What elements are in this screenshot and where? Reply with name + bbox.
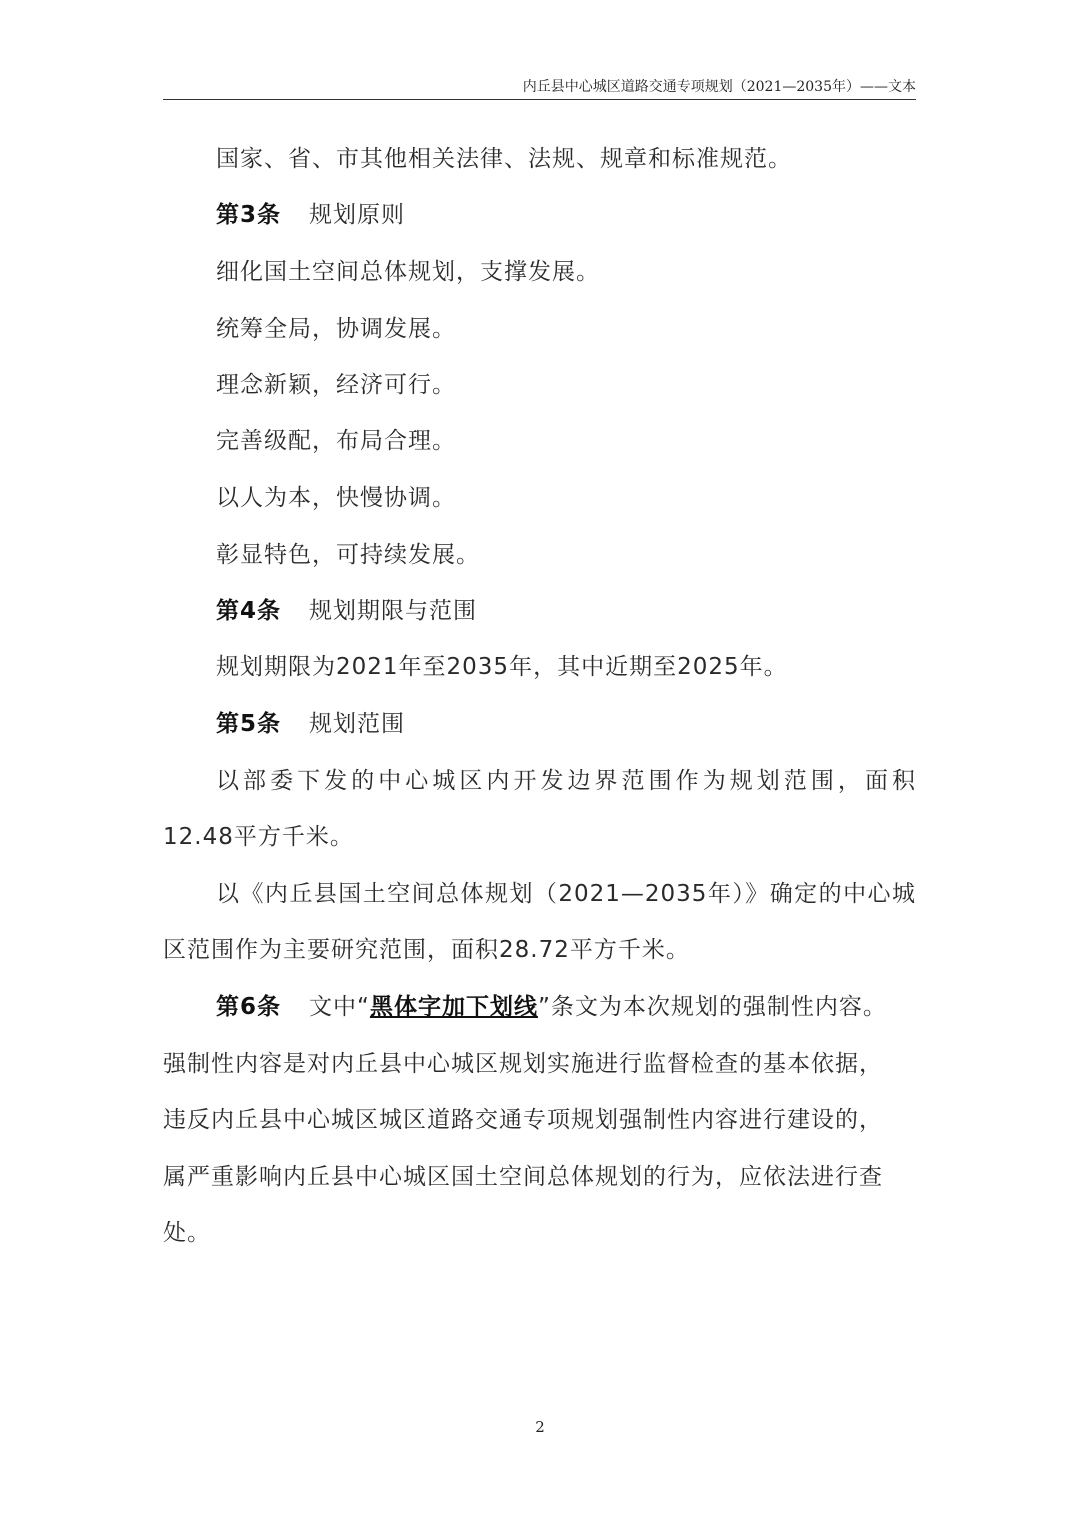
article-4-heading (216, 583, 477, 639)
article-6-rest: 条文为本次规划的强制性内容。 (550, 994, 887, 1020)
article-6-close-quote: ” (537, 994, 551, 1020)
article-6-number: 第6条 (216, 994, 282, 1020)
article-3-heading (216, 187, 405, 243)
article-4-text: 规划期限为2021年至2035年，其中近期至2025年。 (216, 654, 788, 680)
article-6-intro: 文中 (309, 994, 358, 1020)
article-6-line4: 属严重影响内丘县中心城区国土空间总体规划的行为，应依法进行查 (163, 1164, 883, 1190)
article-5-number: 第5条 (216, 711, 282, 737)
principle-item: 完善级配，布局合理。 (216, 428, 456, 454)
article-5-p2-line1: 以《内丘县国土空间总体规划（2021—2035年）》确定的中心城 (216, 881, 916, 907)
article-5-p1-line2: 12.48平方千米。 (163, 824, 354, 850)
article-3-title: 规划原则 (309, 202, 406, 228)
article-3-number: 第3条 (216, 202, 282, 228)
article-5-title: 规划范围 (309, 711, 406, 737)
article-6-line2: 强制性内容是对内丘县中心城区规划实施进行监督检查的基本依据， (163, 1051, 883, 1077)
principle-item: 以人为本，快慢协调。 (216, 485, 456, 511)
article-5-p1-line1: 以部委下发的中心城区内开发边界范围作为规划范围，面积 (216, 768, 916, 794)
article-5-p2-line2: 区范围作为主要研究范围，面积28.72平方千米。 (163, 937, 690, 963)
page-number: 2 (535, 1418, 545, 1436)
principle-item: 细化国土空间总体规划，支撑发展。 (216, 259, 600, 285)
article-6-emphasis: 黑体字加下划线 (369, 994, 538, 1020)
article-6-line3: 违反内丘县中心城区城区道路交通专项规划强制性内容进行建设的， (163, 1107, 883, 1133)
article-4-number: 第4条 (216, 598, 282, 624)
paragraph-legal: 国家、省、市其他相关法律、法规、规章和标准规范。 (216, 146, 792, 172)
article-6-open-quote: “ (357, 994, 370, 1020)
principle-item: 理念新颖，经济可行。 (216, 372, 456, 398)
article-6-heading (216, 979, 887, 1035)
header-title: 内丘县中心城区道路交通专项规划（2021—2035年）——文本 (522, 79, 916, 95)
document-body (163, 0, 916, 1300)
article-6-line5: 处。 (163, 1220, 211, 1246)
article-4-title: 规划期限与范围 (309, 598, 478, 624)
principle-item: 彰显特色，可持续发展。 (216, 542, 480, 568)
article-5-heading (216, 696, 405, 752)
principle-item: 统筹全局，协调发展。 (216, 316, 456, 342)
